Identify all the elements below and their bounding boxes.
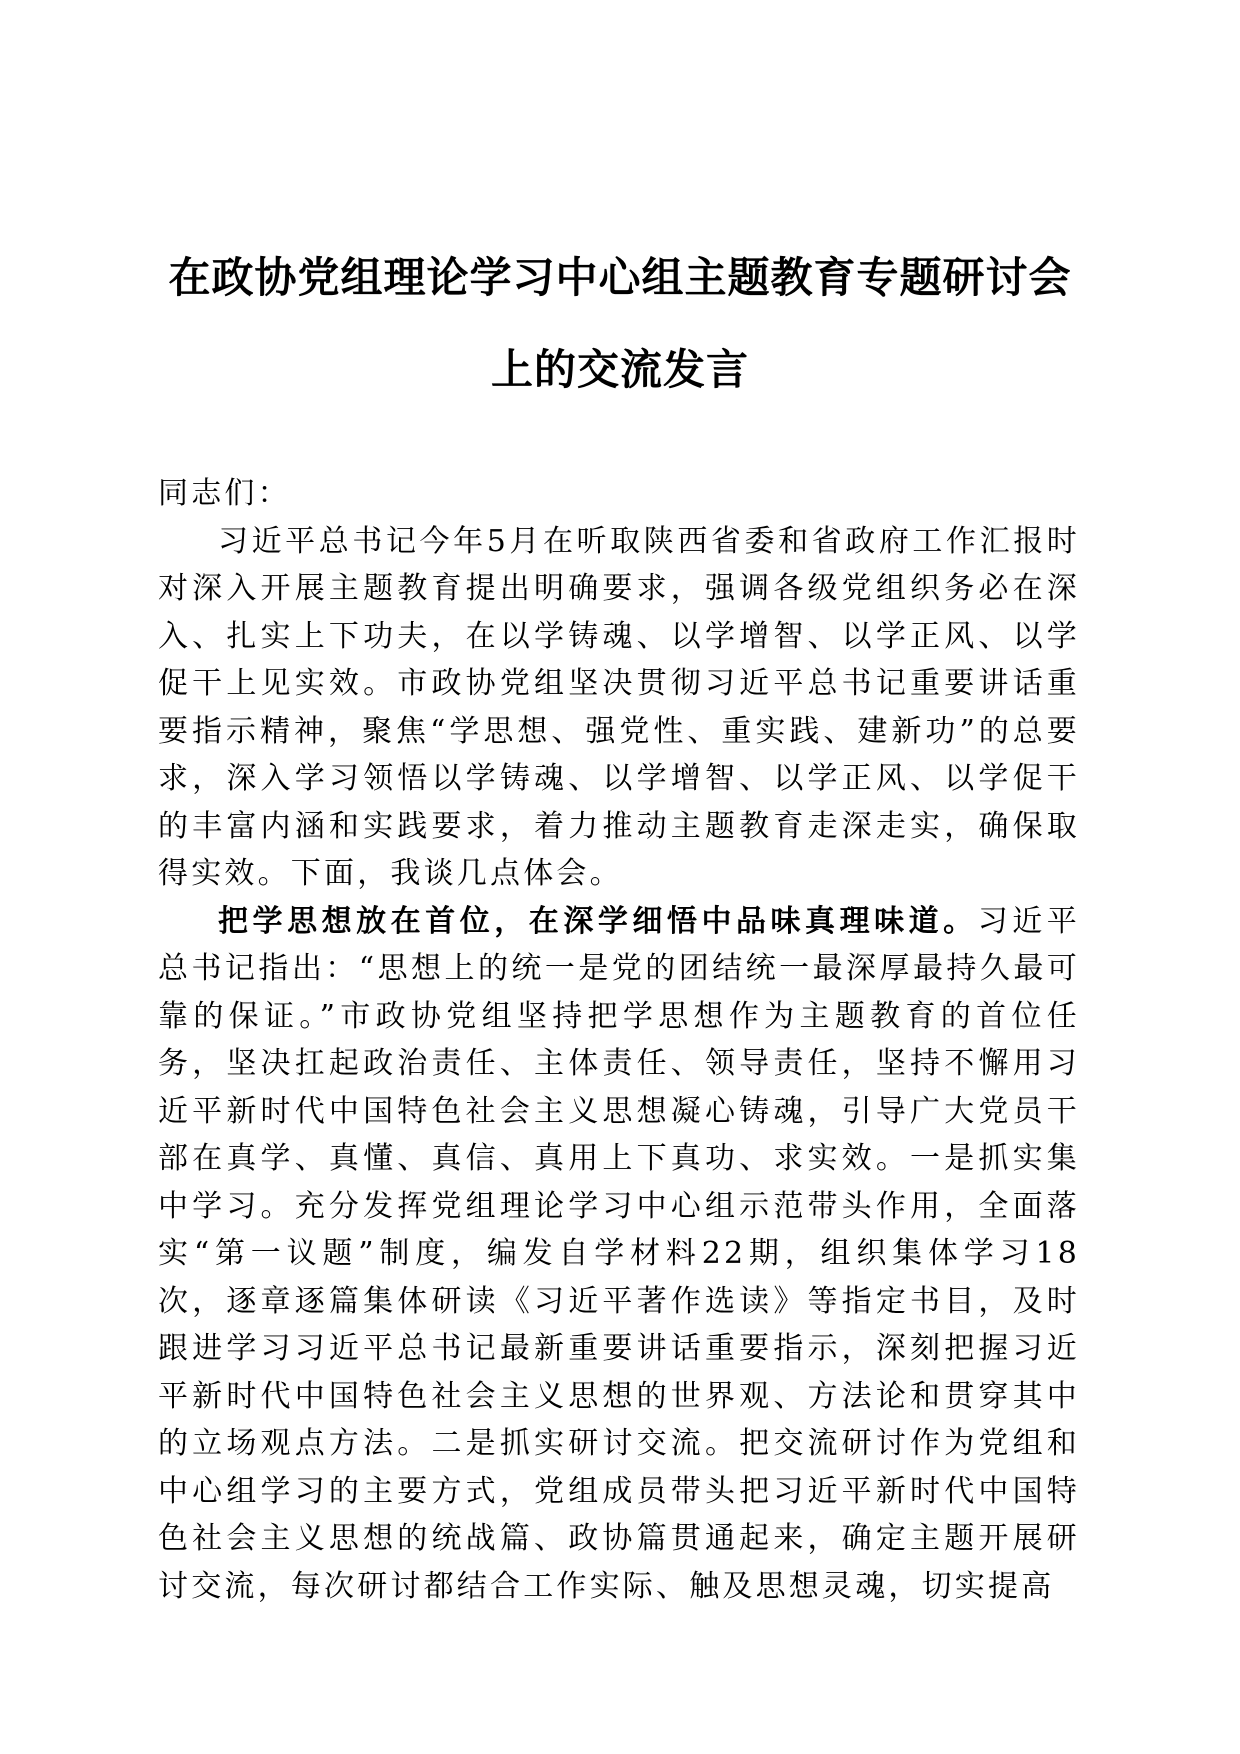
salutation: 同志们： xyxy=(158,476,291,511)
paragraph-text: 习近平总书记今年5月在听取陕西省委和省政府工作汇报时对深入开展主题教育提出明确要求，强调各级党组织务必在深入、扎实上下功夫，在以学铸魂、以学增智、以学正风、以学促干上见实效。市政协党组坚决贯彻习近平总书记重要讲话重要指示精神，聚焦“学思想、强党性、重实践、建新功”的总要求，深入学习领悟以学铸魂、以学增智、以学正风、以学促干的丰富内涵和实践要求，着力推动主题教育走深走实，确保取得实效。下面，我谈几点体会。 xyxy=(158,523,1080,891)
paragraph-study-thought xyxy=(158,898,1080,1611)
paragraph-lead-heading: 把学思想放在首位，在深学细悟中品味真理味道。 xyxy=(218,903,978,939)
paragraph-intro xyxy=(158,518,1080,898)
paragraph-text: 习近平总书记指出：“思想上的统一是党的团结统一最深厚最持久最可靠的保证。”市政协党组坚持把学思想作为主题教育的首位任务，坚决扛起政治责任、主体责任、领导责任，坚持不懈用习近平新时代中国特色社会主义思想凝心铸魂，引导广大党员干部在真学、真懂、真信、真用上下真功、求实效。一是抓实集中学习。充分发挥党组理论学习中心组示范带头作用，全面落实“第一议题”制度，编发自学材料22期，组织集体学习18次，逐章逐篇集体研读《习近平著作选读》等指定书目，及时跟进学习习近平总书记最新重要讲话重要指示，深刻把握习近平新时代中国特色社会主义思想的世界观、方法论和贯穿其中的立场观点方法。二是抓实研讨交流。把交流研讨作为党组和中心组学习的主要方式，党组成员带头把习近平新时代中国特色社会主义思想的统战篇、政协篇贯通起来，确定主题开展研讨交流，每次研讨都结合工作实际、触及思想灵魂，切实提高 xyxy=(158,903,1080,1604)
document-body xyxy=(158,470,1080,1610)
document-title: 在政协党组理论学习中心组主题教育专题研讨会上的交流发言 xyxy=(168,253,1072,394)
